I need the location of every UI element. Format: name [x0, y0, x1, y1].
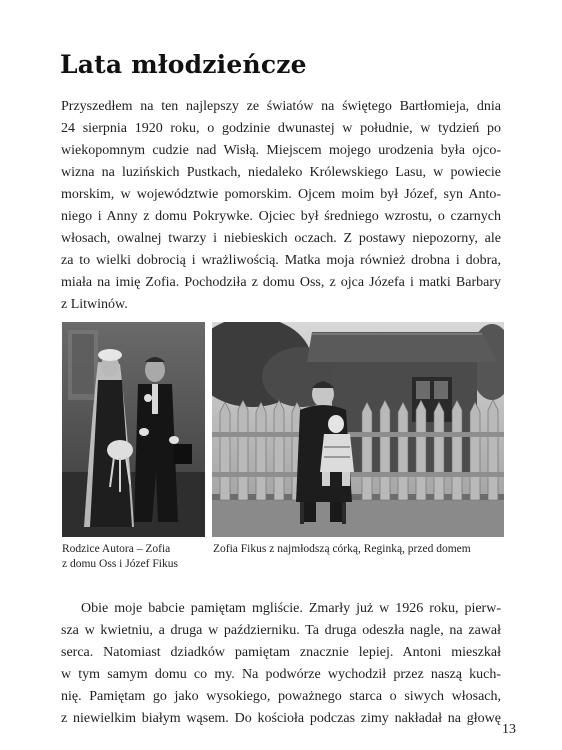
text-line: morskim, w województwie pomorskim. Ojcem moim był Józef, syn Anto-	[61, 187, 501, 202]
caption-wedding-portrait	[62, 542, 212, 572]
text-line: niego i Anny z domu Pokrywke. Ojciec był średniego wzrostu, o czarnych	[61, 209, 501, 224]
paragraph-intro	[61, 96, 501, 316]
photo-wedding-portrait	[62, 322, 205, 537]
text-line: Przyszedłem na ten najlepszy ze światów na świętego Bartłomieja, dnia	[61, 99, 501, 114]
photo-mother-daughter-house	[212, 322, 504, 537]
caption-line: Rodzice Autora – Zofia	[62, 543, 171, 555]
text-line: Obie moje babcie pamiętam mgliście. Zmarły już w 1926 roku, pierw-	[81, 601, 501, 616]
text-line: nię. Pamiętam go jako wysokiego, poważnego starca o siwych włosach,	[61, 689, 501, 704]
caption-line: z domu Oss i Józef Fikus	[62, 558, 178, 570]
paragraph-grandparents	[61, 598, 501, 730]
text-line: z Litwinów.	[61, 297, 128, 312]
text-line: miała na imię Zofia. Pochodziła z domu Oss, z ojca Józefa i matki Barbary	[61, 275, 501, 290]
text-line: z niewielkim białym wąsem. Do kościoła podczas zimy nakładał na głowę	[61, 711, 501, 726]
text-line: wizna na luzińskich Pustkach, niedaleko Królewskiego Lasu, w powiecie	[61, 165, 501, 180]
caption-mother-daughter: Zofia Fikus z najmłodszą córką, Reginką, przed domem	[213, 543, 471, 555]
house-photo-image	[212, 322, 504, 537]
text-line: wiekopomnym cudzie nad Wisłą. Miejscem mojego urodzenia była ojco-	[61, 143, 501, 158]
text-line: w tym samym domu co my. Na podwórze wychodził przez naszą kuch-	[61, 667, 501, 682]
wedding-photo-image	[62, 322, 205, 537]
text-line: 24 sierpnia 1920 roku, o godzinie dwunastej w południe, w tydzień po	[61, 121, 501, 136]
text-line: sza w kwietniu, a druga w październiku. Ta druga odeszła nagle, na zawał	[61, 623, 501, 638]
page-title: Lata młodzieńcze	[60, 50, 307, 79]
text-line: włosach, owalnej twarzy i niebieskich oczach. Z postawy niepozorny, ale	[61, 231, 501, 246]
text-line: serca. Natomiast dziadków pamiętam znacznie lepiej. Antoni mieszkał	[61, 645, 501, 660]
page-number: 13	[502, 722, 516, 737]
text-line: za to wielki dobrocią i wrażliwością. Matka moja również drobna i dobra,	[61, 253, 501, 268]
